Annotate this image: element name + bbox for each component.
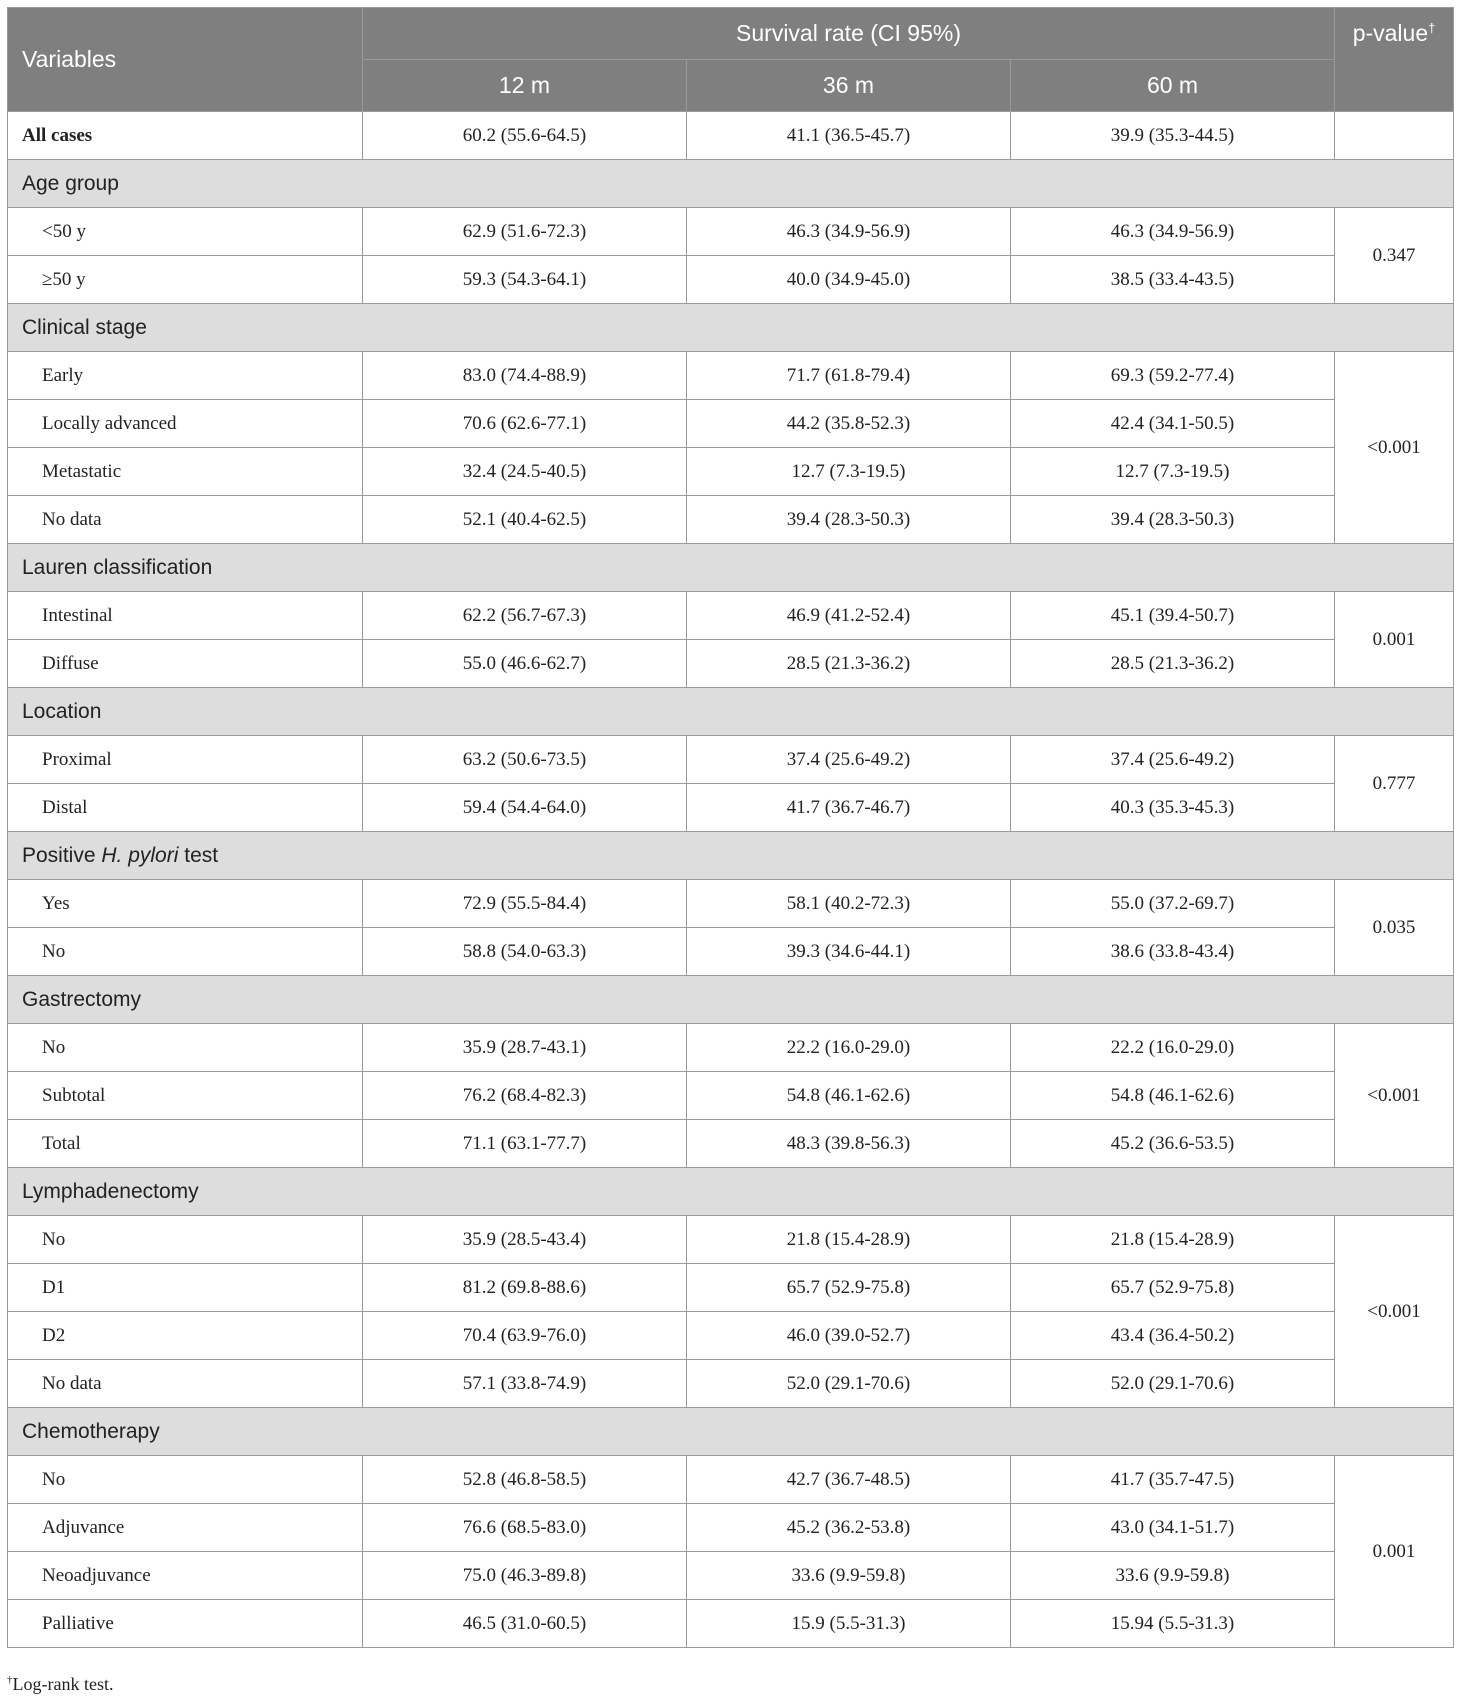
cell-60m: 43.0 (34.1-51.7) xyxy=(1011,1504,1335,1552)
cell-36m: 65.7 (52.9-75.8) xyxy=(687,1264,1011,1312)
cell-36m: 40.0 (34.9-45.0) xyxy=(687,256,1011,304)
cell-60m: 28.5 (21.3-36.2) xyxy=(1011,640,1335,688)
cell-12m: 57.1 (33.8-74.9) xyxy=(363,1360,687,1408)
table-row xyxy=(8,1552,1454,1600)
group-header-row xyxy=(8,832,1454,880)
cell-12m: 70.4 (63.9-76.0) xyxy=(363,1312,687,1360)
footnote xyxy=(7,1674,113,1695)
group-title xyxy=(8,832,1454,880)
cell-60m: 43.4 (36.4-50.2) xyxy=(1011,1312,1335,1360)
header-p-value-text: p-value xyxy=(1352,20,1429,46)
cell-60m: 65.7 (52.9-75.8) xyxy=(1011,1264,1335,1312)
cell-p-empty xyxy=(1335,112,1454,160)
cell-60m: 42.4 (34.1-50.5) xyxy=(1011,400,1335,448)
cell-60m: 41.7 (35.7-47.5) xyxy=(1011,1456,1335,1504)
table-row xyxy=(8,256,1454,304)
row-label: D1 xyxy=(8,1264,363,1312)
cell-60m: 21.8 (15.4-28.9) xyxy=(1011,1216,1335,1264)
table-row xyxy=(8,352,1454,400)
cell-12m: 70.6 (62.6-77.1) xyxy=(363,400,687,448)
cell-60m: 38.5 (33.4-43.5) xyxy=(1011,256,1335,304)
cell-36m: 48.3 (39.8-56.3) xyxy=(687,1120,1011,1168)
row-label: No xyxy=(8,1216,363,1264)
table-row xyxy=(8,208,1454,256)
group-title xyxy=(8,688,1454,736)
cell-36m: 42.7 (36.7-48.5) xyxy=(687,1456,1011,1504)
footnote-mark: † xyxy=(7,1674,13,1686)
cell-12m: 52.1 (40.4-62.5) xyxy=(363,496,687,544)
table-row xyxy=(8,640,1454,688)
row-label: Total xyxy=(8,1120,363,1168)
cell-36m: 52.0 (29.1-70.6) xyxy=(687,1360,1011,1408)
cell-60m: 15.94 (5.5-31.3) xyxy=(1011,1600,1335,1648)
row-label: No data xyxy=(8,496,363,544)
table-row xyxy=(8,1456,1454,1504)
cell-36m: 39.4 (28.3-50.3) xyxy=(687,496,1011,544)
row-label: All cases xyxy=(8,112,363,160)
p-value-cell: 0.347 xyxy=(1335,208,1454,304)
table-row xyxy=(8,1072,1454,1120)
group-header-row xyxy=(8,1408,1454,1456)
cell-12m: 62.2 (56.7-67.3) xyxy=(363,592,687,640)
cell-60m: 39.9 (35.3-44.5) xyxy=(1011,112,1335,160)
row-label: Proximal xyxy=(8,736,363,784)
table-row xyxy=(8,496,1454,544)
cell-12m: 75.0 (46.3-89.8) xyxy=(363,1552,687,1600)
cell-36m: 15.9 (5.5-31.3) xyxy=(687,1600,1011,1648)
p-value-cell: 0.035 xyxy=(1335,880,1454,976)
table-header xyxy=(8,8,1454,112)
group-title-text: Clinical stage xyxy=(22,315,147,339)
row-label: Adjuvance xyxy=(8,1504,363,1552)
cell-12m: 59.4 (54.4-64.0) xyxy=(363,784,687,832)
header-survival-rate: Survival rate (CI 95%) xyxy=(363,8,1335,60)
cell-36m: 37.4 (25.6-49.2) xyxy=(687,736,1011,784)
row-label: Subtotal xyxy=(8,1072,363,1120)
group-title-text: Location xyxy=(22,699,102,723)
row-label: Intestinal xyxy=(8,592,363,640)
cell-60m: 38.6 (33.8-43.4) xyxy=(1011,928,1335,976)
group-header-row xyxy=(8,688,1454,736)
group-title-text: Positive xyxy=(22,843,102,867)
table-row xyxy=(8,1600,1454,1648)
cell-12m: 32.4 (24.5-40.5) xyxy=(363,448,687,496)
cell-60m: 69.3 (59.2-77.4) xyxy=(1011,352,1335,400)
cell-12m: 55.0 (46.6-62.7) xyxy=(363,640,687,688)
cell-12m: 59.3 (54.3-64.1) xyxy=(363,256,687,304)
cell-12m: 35.9 (28.5-43.4) xyxy=(363,1216,687,1264)
table-row xyxy=(8,736,1454,784)
cell-12m: 58.8 (54.0-63.3) xyxy=(363,928,687,976)
group-title xyxy=(8,160,1454,208)
cell-60m: 40.3 (35.3-45.3) xyxy=(1011,784,1335,832)
dagger-mark: † xyxy=(1428,20,1436,36)
table-row xyxy=(8,400,1454,448)
row-label: Neoadjuvance xyxy=(8,1552,363,1600)
row-label: No data xyxy=(8,1360,363,1408)
table-row xyxy=(8,880,1454,928)
group-title xyxy=(8,304,1454,352)
cell-36m: 21.8 (15.4-28.9) xyxy=(687,1216,1011,1264)
header-variables: Variables xyxy=(8,8,363,112)
cell-36m: 39.3 (34.6-44.1) xyxy=(687,928,1011,976)
cell-36m: 28.5 (21.3-36.2) xyxy=(687,640,1011,688)
row-label: No xyxy=(8,1024,363,1072)
table-row-all-cases xyxy=(8,112,1454,160)
survival-table-container xyxy=(7,7,1453,1648)
cell-60m: 52.0 (29.1-70.6) xyxy=(1011,1360,1335,1408)
p-value-cell: 0.777 xyxy=(1335,736,1454,832)
header-12m: 12 m xyxy=(363,60,687,112)
group-header-row xyxy=(8,544,1454,592)
cell-12m: 72.9 (55.5-84.4) xyxy=(363,880,687,928)
group-title xyxy=(8,1408,1454,1456)
cell-36m: 44.2 (35.8-52.3) xyxy=(687,400,1011,448)
group-header-row xyxy=(8,160,1454,208)
table-row xyxy=(8,448,1454,496)
group-title-italic: H. pylori xyxy=(101,843,179,867)
table-row xyxy=(8,784,1454,832)
table-row xyxy=(8,1504,1454,1552)
group-header-row xyxy=(8,304,1454,352)
group-title xyxy=(8,976,1454,1024)
cell-36m: 54.8 (46.1-62.6) xyxy=(687,1072,1011,1120)
cell-36m: 46.0 (39.0-52.7) xyxy=(687,1312,1011,1360)
row-label: Early xyxy=(8,352,363,400)
group-header-row xyxy=(8,976,1454,1024)
table-row xyxy=(8,1264,1454,1312)
row-label: No xyxy=(8,1456,363,1504)
table-body xyxy=(8,112,1454,1648)
row-label: Yes xyxy=(8,880,363,928)
cell-60m: 45.2 (36.6-53.5) xyxy=(1011,1120,1335,1168)
group-title-text: Lauren classification xyxy=(22,555,213,579)
group-title-text: Gastrectomy xyxy=(22,987,142,1011)
row-label: <50 y xyxy=(8,208,363,256)
cell-12m: 52.8 (46.8-58.5) xyxy=(363,1456,687,1504)
row-label: Diffuse xyxy=(8,640,363,688)
cell-36m: 46.3 (34.9-56.9) xyxy=(687,208,1011,256)
group-title-text: Lymphadenectomy xyxy=(22,1179,199,1203)
cell-12m: 60.2 (55.6-64.5) xyxy=(363,112,687,160)
cell-60m: 45.1 (39.4-50.7) xyxy=(1011,592,1335,640)
cell-60m: 22.2 (16.0-29.0) xyxy=(1011,1024,1335,1072)
group-title-text: Age group xyxy=(22,171,119,195)
cell-12m: 63.2 (50.6-73.5) xyxy=(363,736,687,784)
p-value-cell: 0.001 xyxy=(1335,592,1454,688)
cell-60m: 12.7 (7.3-19.5) xyxy=(1011,448,1335,496)
group-header-row xyxy=(8,1168,1454,1216)
cell-36m: 41.1 (36.5-45.7) xyxy=(687,112,1011,160)
group-title xyxy=(8,1168,1454,1216)
table-row xyxy=(8,1120,1454,1168)
cell-60m: 37.4 (25.6-49.2) xyxy=(1011,736,1335,784)
row-label: Metastatic xyxy=(8,448,363,496)
cell-60m: 33.6 (9.9-59.8) xyxy=(1011,1552,1335,1600)
survival-table xyxy=(7,7,1454,1648)
p-value-cell: <0.001 xyxy=(1335,1216,1454,1408)
table-row xyxy=(8,1216,1454,1264)
cell-36m: 41.7 (36.7-46.7) xyxy=(687,784,1011,832)
cell-60m: 55.0 (37.2-69.7) xyxy=(1011,880,1335,928)
cell-36m: 45.2 (36.2-53.8) xyxy=(687,1504,1011,1552)
cell-36m: 46.9 (41.2-52.4) xyxy=(687,592,1011,640)
footnote-text: Log-rank test. xyxy=(12,1674,114,1694)
p-value-cell: <0.001 xyxy=(1335,1024,1454,1168)
table-row xyxy=(8,592,1454,640)
row-label: No xyxy=(8,928,363,976)
cell-36m: 22.2 (16.0-29.0) xyxy=(687,1024,1011,1072)
table-row xyxy=(8,928,1454,976)
p-value-cell: 0.001 xyxy=(1335,1456,1454,1648)
row-label: Locally advanced xyxy=(8,400,363,448)
cell-60m: 39.4 (28.3-50.3) xyxy=(1011,496,1335,544)
p-value-cell: <0.001 xyxy=(1335,352,1454,544)
header-p-value xyxy=(1335,8,1454,112)
row-label: D2 xyxy=(8,1312,363,1360)
cell-12m: 71.1 (63.1-77.7) xyxy=(363,1120,687,1168)
row-label: Distal xyxy=(8,784,363,832)
cell-36m: 33.6 (9.9-59.8) xyxy=(687,1552,1011,1600)
cell-12m: 35.9 (28.7-43.1) xyxy=(363,1024,687,1072)
header-36m: 36 m xyxy=(687,60,1011,112)
table-row xyxy=(8,1024,1454,1072)
cell-12m: 76.6 (68.5-83.0) xyxy=(363,1504,687,1552)
cell-60m: 54.8 (46.1-62.6) xyxy=(1011,1072,1335,1120)
cell-12m: 62.9 (51.6-72.3) xyxy=(363,208,687,256)
cell-60m: 46.3 (34.9-56.9) xyxy=(1011,208,1335,256)
group-title-suffix: test xyxy=(178,843,219,867)
cell-12m: 81.2 (69.8-88.6) xyxy=(363,1264,687,1312)
group-title-text: Chemotherapy xyxy=(22,1419,160,1443)
cell-36m: 58.1 (40.2-72.3) xyxy=(687,880,1011,928)
cell-12m: 83.0 (74.4-88.9) xyxy=(363,352,687,400)
cell-12m: 76.2 (68.4-82.3) xyxy=(363,1072,687,1120)
header-60m: 60 m xyxy=(1011,60,1335,112)
row-label: ≥50 y xyxy=(8,256,363,304)
table-row xyxy=(8,1360,1454,1408)
group-title xyxy=(8,544,1454,592)
cell-12m: 46.5 (31.0-60.5) xyxy=(363,1600,687,1648)
table-row xyxy=(8,1312,1454,1360)
row-label: Palliative xyxy=(8,1600,363,1648)
cell-36m: 71.7 (61.8-79.4) xyxy=(687,352,1011,400)
cell-36m: 12.7 (7.3-19.5) xyxy=(687,448,1011,496)
